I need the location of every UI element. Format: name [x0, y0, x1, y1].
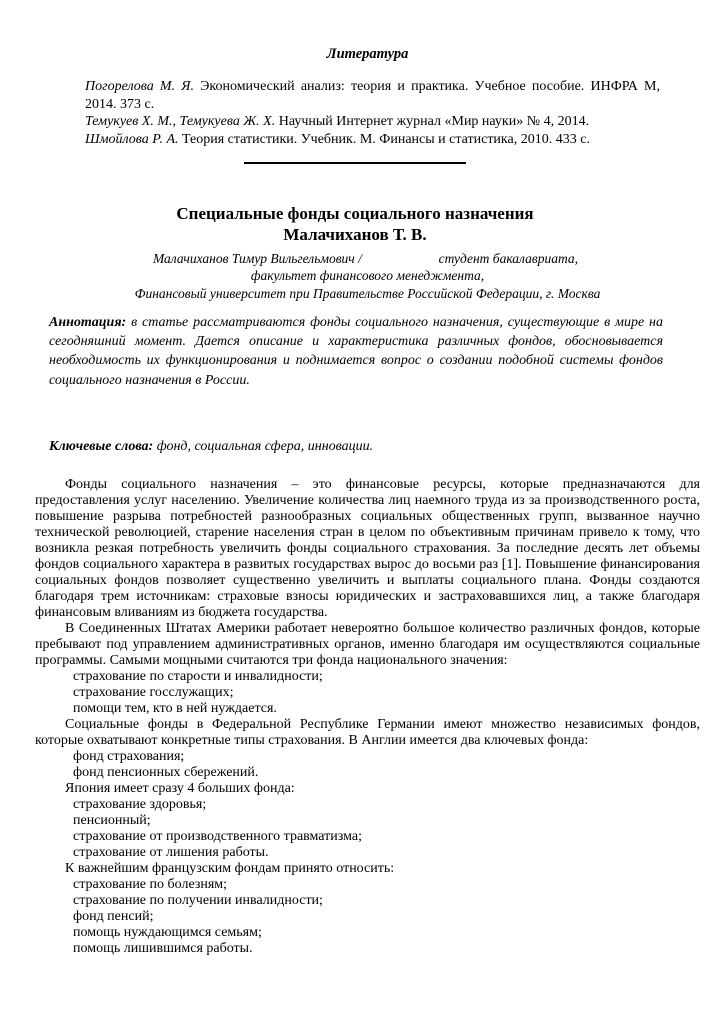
article-title: Специальные фонды социального назначения	[176, 204, 534, 223]
list-item: страхование от производственного травматизма;	[73, 829, 362, 845]
list-item: страхование по старости и инвалидности;	[73, 669, 323, 685]
abstract	[49, 313, 663, 390]
body-paragraph: Япония имеет сразу 4 больших фонда:	[65, 781, 295, 797]
reference-text: Теория статистики. Учебник. М. Финансы и статистика, 2010. 433 с.	[178, 131, 590, 147]
list-item: помощь лишившимся работы.	[73, 941, 253, 957]
list-item: страхование от лишения работы.	[73, 845, 269, 861]
abstract-label: Аннотация:	[49, 315, 127, 330]
body-paragraph: Социальные фонды в Федеральной Республике Германии имеют множество независимых фондов, которые охватывают конкретные типы страхования. В Англии имеется два ключевых фонда:	[35, 717, 700, 749]
author-byline	[153, 250, 578, 267]
body-paragraph: К важнейшим французским фондам принято относить:	[65, 861, 395, 877]
article-title-block	[35, 204, 675, 245]
list-item: фонд пенсий;	[73, 909, 154, 925]
reference-authors: Погорелова М. Я.	[85, 79, 194, 94]
keywords-label: Ключевые слова:	[49, 438, 154, 454]
keywords-text: фонд, социальная сфера, инновации.	[153, 438, 374, 454]
reference-entry	[85, 131, 660, 149]
keywords	[49, 437, 663, 456]
reference-authors: Шмойлова Р. А.	[85, 131, 179, 147]
author-affiliation: Финансовый университет при Правительстве Российской Федерации, г. Москва	[134, 285, 601, 301]
body-paragraph: Фонды социального назначения – это финансовые ресурсы, которые предназначаются для предоставления услуг населению. Увеличение количества лиц наемного труда из за производственного роста, повышение разрыва потребностей разнообразных социальных общественных групп, вызванное научно технической революцией, старение населения стран в целом по объективным причинам привело к тому, что возникла резкая потребность увеличить фонды социального страхования. За последние десять лет объемы фондов социального характера в развитых государствах вырос до восьми раз [1]. Повышение финансирования социальных фондов позволяет существенно увеличить и выплаты социального плана. Фонды создаются благодаря трем источникам: страховые взносы юридических и застраховавшихся лиц, а также благодаря финансовым вливаниям из бюджета государства.	[35, 477, 700, 621]
abstract-text: в статье рассматриваются фонды социального назначения, существующие в мире на сегодняшний момент. Дается описание и характеристика различных фондов, обосновывается необходимость их функционирования и поднимается вопрос о создании подобной системы фондов социального назначения в России.	[49, 315, 663, 388]
author-faculty: факультет финансового менеджмента,	[250, 268, 485, 283]
literature-heading: Литература	[326, 46, 409, 62]
section-divider	[244, 162, 466, 164]
list-item: фонд страхования;	[73, 749, 185, 765]
list-item: страхование по получении инвалидности;	[73, 893, 323, 909]
list-item: пенсионный;	[73, 813, 151, 829]
list-item: фонд пенсионных сбережений.	[73, 765, 259, 781]
reference-text: Научный Интернет журнал «Мир науки» № 4, 2014.	[275, 114, 590, 129]
author-full-name: Малачиханов Тимур Вильгельмович /	[153, 251, 362, 266]
article-author-short: Малачиханов Т. В.	[283, 224, 427, 244]
reference-entry	[85, 78, 660, 113]
list-item: помощи тем, кто в ней нуждается.	[73, 701, 277, 717]
list-item: страхование по болезням;	[73, 877, 228, 893]
reference-authors: Темукуев Х. М., Темукуева Ж. Х.	[85, 114, 276, 129]
list-item: страхование госслужащих;	[73, 685, 234, 701]
body-paragraph: В Соединенных Штатах Америки работает невероятно большое количество различных фондов, которые пребывают под управлением административных органов, именно благодаря им осуществляются социальные программы. Самыми мощными считаются три фонда национального значения:	[35, 621, 700, 669]
reference-text: Экономический анализ: теория и практика. Учебное пособие. ИНФРА М, 2014. 373 с.	[85, 79, 661, 112]
reference-list	[85, 78, 660, 148]
divider-wrap	[35, 162, 675, 164]
list-item: помощь нуждающимся семьям;	[73, 925, 262, 941]
list-item: страхование здоровья;	[73, 797, 207, 813]
reference-entry	[85, 113, 660, 131]
author-status: студент бакалавриата,	[438, 251, 578, 266]
article-body	[35, 477, 700, 957]
